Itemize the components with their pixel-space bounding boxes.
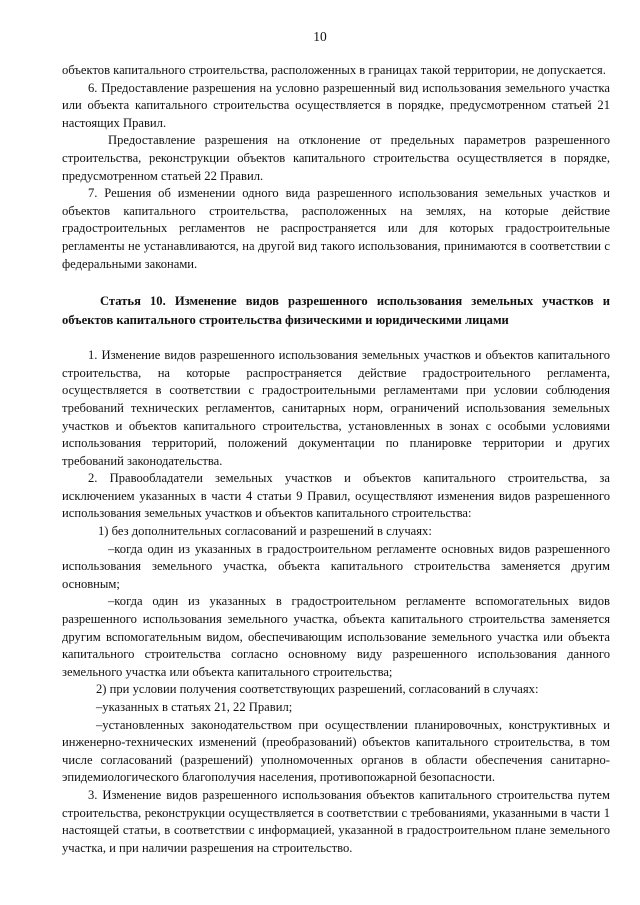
paragraph-item-7: 7. Решения об изменении одного вида разрешенного использования земельных участков и объектов капитального строительства, расположенных на землях, на которые действие градостроительных регламентов не распространяется или для которых градостроительные регламенты не устанавливаются, на другой вид такого использования, принимаются в соответствии с федеральными законами.: [62, 186, 610, 271]
paragraph-subitem-1: 1) без дополнительных согласований и разрешений в случаях:: [98, 524, 432, 539]
paragraph-dash-articles: –указанных в статьях 21, 22 Правил;: [96, 700, 293, 714]
document-body: [62, 62, 610, 857]
page-number: 10: [313, 29, 327, 44]
paragraph-deviation-permit: Предоставление разрешения на отклонение от предельных параметров разрешенного строительства, реконструкции объектов капитального строительства осуществляется в порядке, предусмотренном статьей 22 Правил.: [62, 133, 610, 183]
paragraph-art10-item-1: 1. Изменение видов разрешенного использования земельных участков и объектов капитального строительства, на которые распространяется действие градостроительного регламента, осуществляется в соответствии с градостроительными регламентами при условии соблюдения требований технических регламентов, санитарных норм, ограничений использования земельных участков и объектов капитального строительства, установленных в зонах с особыми условиями использования территорий, положений документации по планировке территории и других требований законодательства.: [62, 348, 610, 468]
paragraph-item-6: 6. Предоставление разрешения на условно разрешенный вид использования земельного участка или объекта капитального строительства осуществляется в порядке, предусмотренном статьей 21 настоящих Правил.: [62, 80, 610, 130]
paragraph-subitem-2: 2) при условии получения соответствующих разрешений, согласований в случаях:: [96, 682, 539, 697]
article-heading: Статья 10. Изменение видов разрешенного использования земельных участков и объектов капитального строительства физическими и юридическими лицами: [62, 294, 610, 327]
paragraph-dash-legislation: –установленных законодательством при осуществлении планировочных, конструктивных и инженерно-технических изменений (преобразований) объектов капитального строительства, в том числе согласований (разрешений) уполномоченных органов в области обеспечения санитарно-эпидемиологического благополучия населения, противопожарной безопасности.: [62, 717, 610, 785]
paragraph-dash-main-kind: –когда один из указанных в градостроительном регламенте основных видов разрешенного использования земельного участка, объекта капитального строительства заменяется другим основным;: [62, 541, 610, 591]
paragraph-continuation: объектов капитального строительства, расположенных в границах такой территории, не допускается.: [62, 63, 606, 77]
paragraph-art10-item-2: 2. Правообладатели земельных участков и объектов капитального строительства, за исключением указанных в части 4 статьи 9 Правил, осуществляют изменения видов разрешенного использования земельных участков и объектов капитального строительства:: [62, 471, 610, 521]
paragraph-dash-auxiliary-kind: –когда один из указанных в градостроительном регламенте вспомогательных видов разрешенного использования земельного участка, объекта капитального строительства заменяется другим вспомогательным видом, обеспечивающим использование земельного участка или объекта капитального строительства согласно основному виду разрешенного использования данного земельного участка или объекта капитального строительства;: [62, 594, 610, 679]
paragraph-art10-item-3: 3. Изменение видов разрешенного использования объектов капитального строительства путем строительства, реконструкции осуществляется в соответствии с требованиями, указанными в части 1 настоящей статьи, в соответствии с информацией, указанной в градостроительном плане земельного участка, и при наличии разрешения на строительство.: [62, 787, 610, 855]
